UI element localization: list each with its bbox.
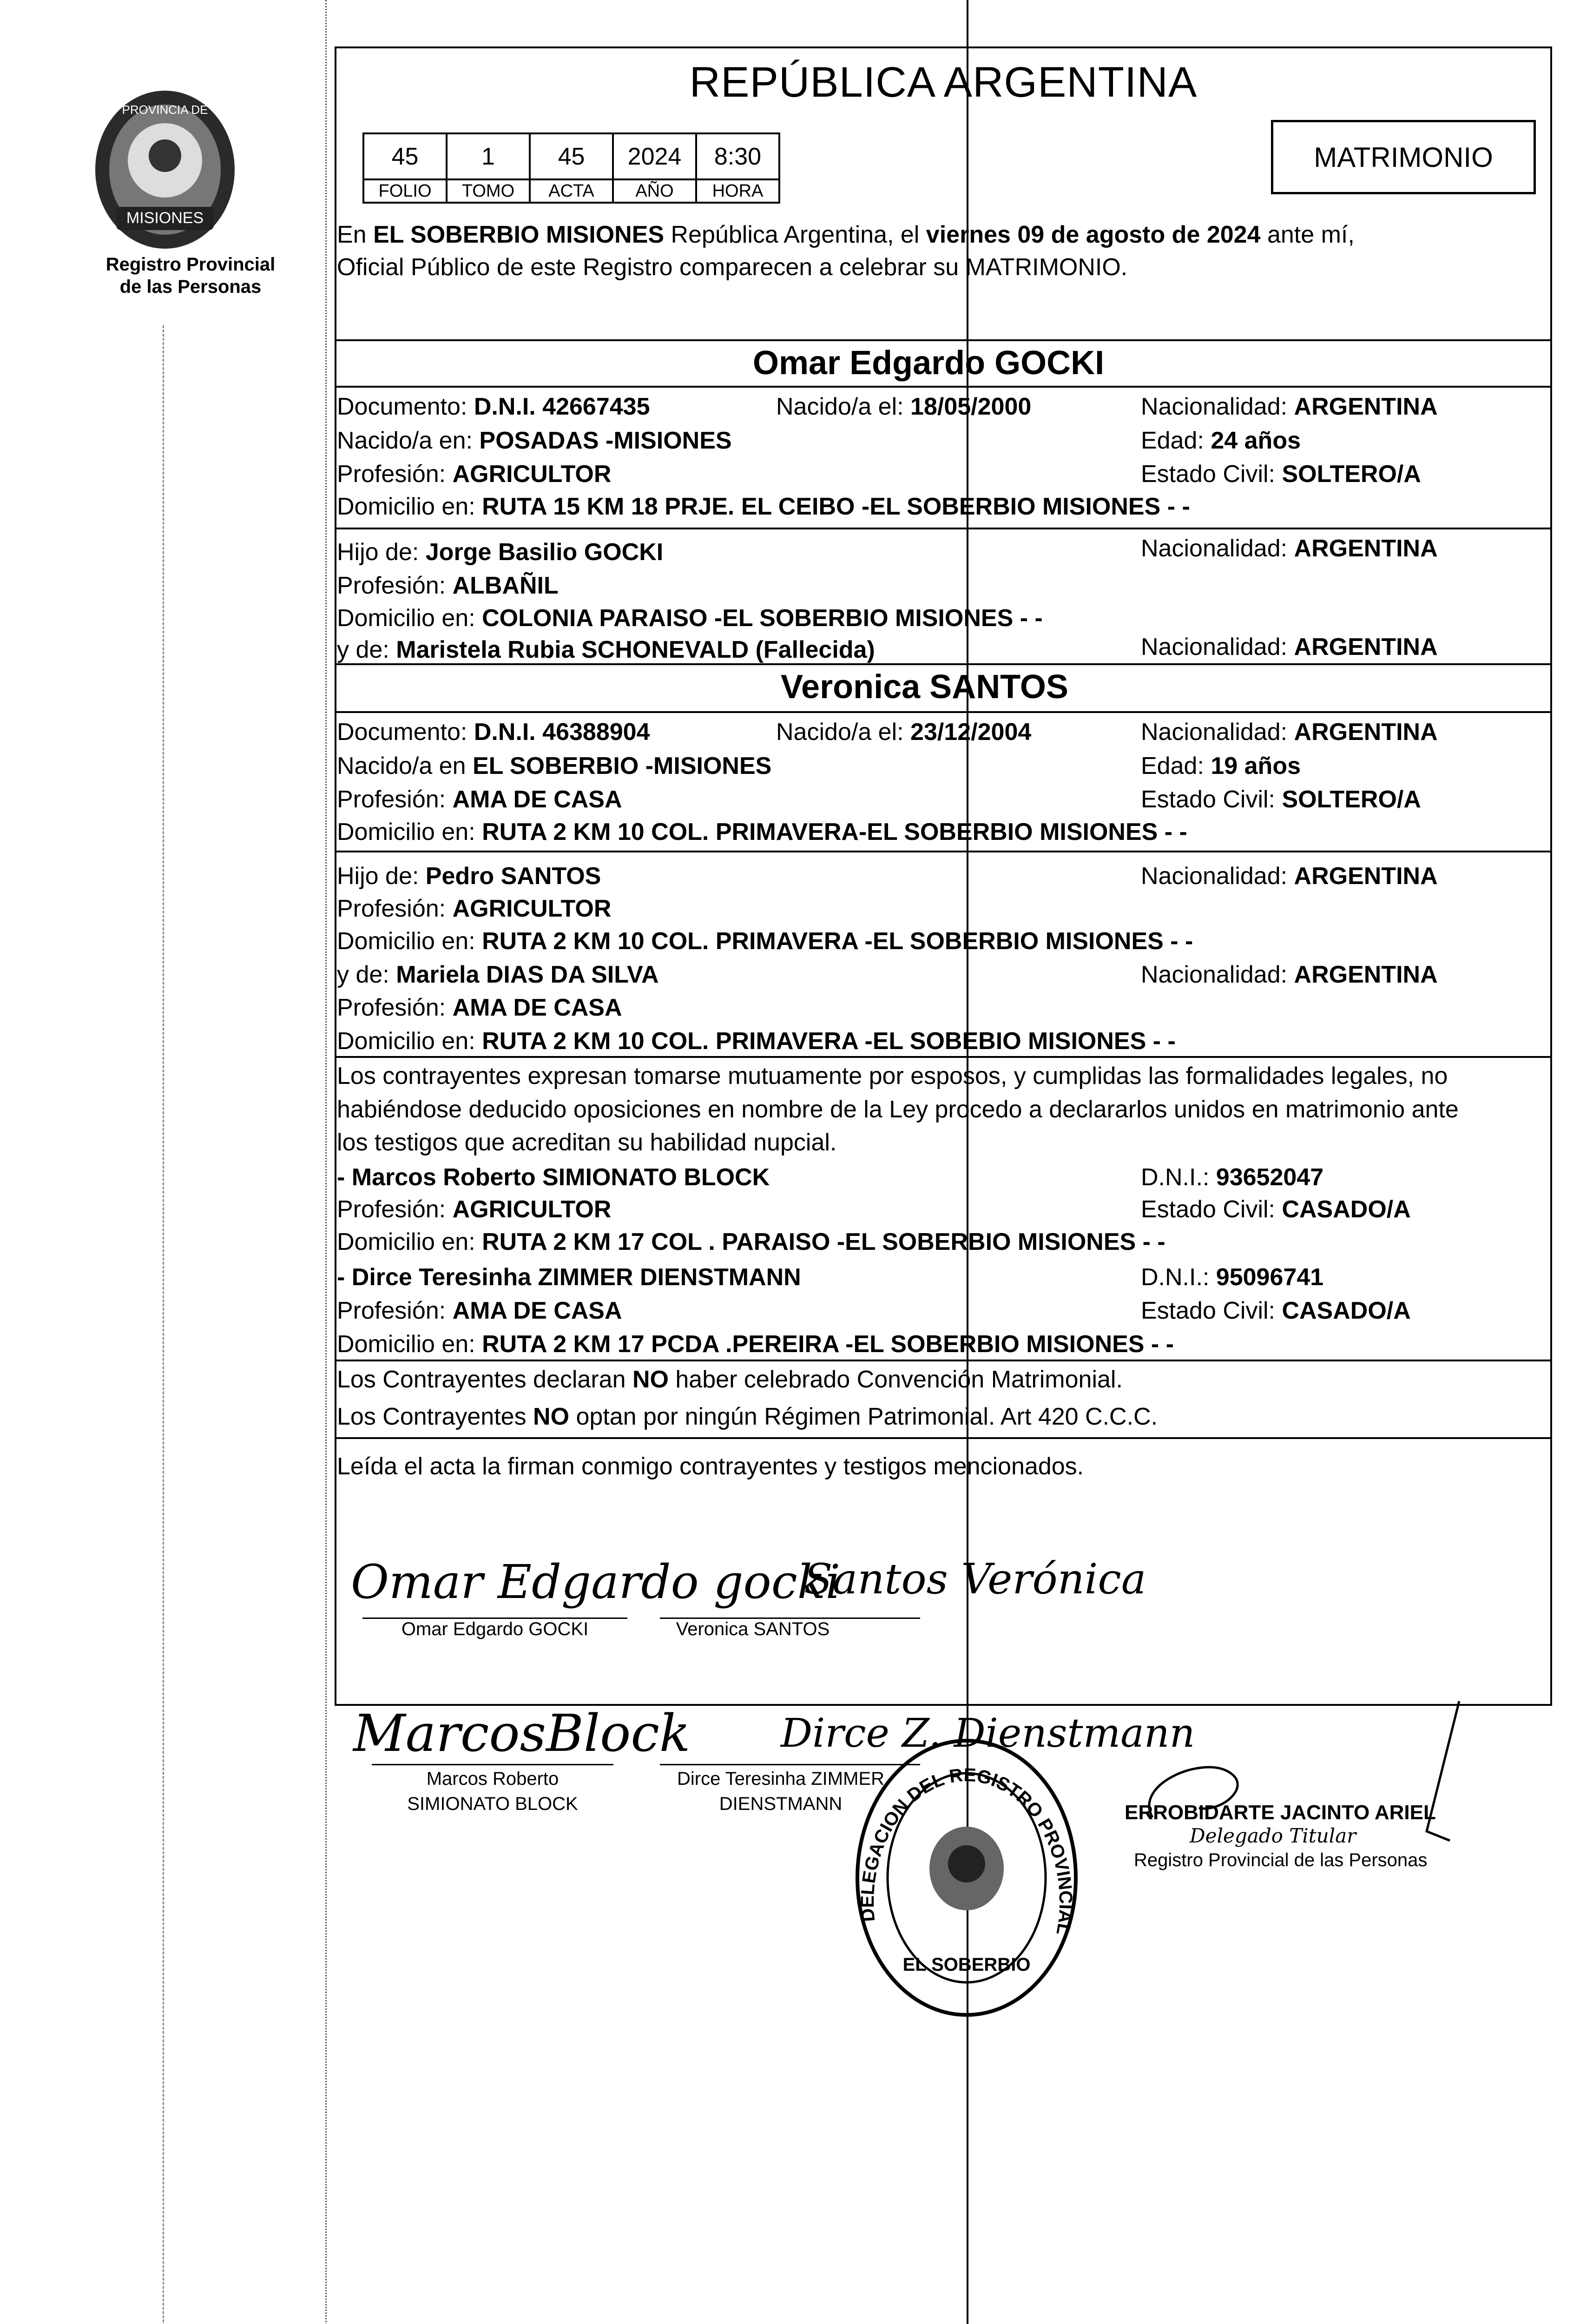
declaration-line-3: los testigos que acreditan su habilidad nupcial. xyxy=(337,1129,837,1156)
spouse2-profession: Profesión: AMA DE CASA xyxy=(337,786,622,813)
acta-value: 45 xyxy=(530,133,613,179)
divider xyxy=(335,711,1552,713)
spouse1-father: Hijo de: Jorge Basilio GOCKI xyxy=(337,539,664,566)
closing-text: Leída el acta la firman conmigo contrayentes y testigos mencionados. xyxy=(337,1453,1084,1480)
spouse2-document: Documento: D.N.I. 46388904 xyxy=(337,719,650,746)
declaration-line-1: Los contrayentes expresan tomarse mutuamente por esposos, y cumplidas las formalidades legales, no xyxy=(337,1063,1448,1089)
svg-text:MISIONES: MISIONES xyxy=(126,209,204,227)
divider xyxy=(335,663,1552,665)
folio-value: 45 xyxy=(363,133,447,179)
intro-line-1: En EL SOBERBIO MISIONES República Argentina, el viernes 09 de agosto de 2024 ante mí, xyxy=(337,221,1355,248)
witness1-civil-status: Estado Civil: CASADO/A xyxy=(1141,1196,1411,1223)
spouse1-civil-status: Estado Civil: SOLTERO/A xyxy=(1141,461,1421,488)
hora-value: 8:30 xyxy=(696,133,779,179)
signature-witness1: MarcosBlock xyxy=(353,1703,691,1763)
witness1-profession: Profesión: AGRICULTOR xyxy=(337,1196,612,1223)
spouse1-birthdate: Nacido/a el: 18/05/2000 xyxy=(776,393,1032,420)
spouse2-age: Edad: 19 años xyxy=(1141,753,1301,779)
divider xyxy=(335,851,1552,852)
registry-line-2: de las Personas xyxy=(119,277,262,297)
signature-witness2: Dirce Z. Dienstmann xyxy=(781,1710,1195,1756)
hora-label: HORA xyxy=(696,179,779,203)
witness1-address: Domicilio en: RUTA 2 KM 17 COL . PARAISO -EL SOBERBIO MISIONES - - xyxy=(337,1228,1165,1255)
signature-spouse1: Omar Edgardo gocki xyxy=(351,1555,841,1609)
tomo-value: 1 xyxy=(447,133,530,179)
spouse1-name: Omar Edgardo GOCKI xyxy=(753,344,1105,382)
spouse2-father-nationality: Nacionalidad: ARGENTINA xyxy=(1141,863,1438,890)
signature-label-spouse1: Omar Edgardo GOCKI xyxy=(401,1619,589,1639)
witness2-address: Domicilio en: RUTA 2 KM 17 PCDA .PEREIRA -EL SOBERBIO MISIONES - - xyxy=(337,1331,1174,1358)
officer-org: Registro Provincial de las Personas xyxy=(1134,1850,1428,1870)
signature-label-witness1: Marcos Roberto SIMIONATO BLOCK xyxy=(407,1769,578,1814)
witness2-profession: Profesión: AMA DE CASA xyxy=(337,1297,622,1324)
convention-line-1: Los Contrayentes declaran NO haber celebrado Convención Matrimonial. xyxy=(337,1366,1123,1393)
svg-text:EL SOBERBIO: EL SOBERBIO xyxy=(902,1954,1031,1975)
anio-value: 2024 xyxy=(613,133,696,179)
country-title: REPÚBLICA ARGENTINA xyxy=(689,59,1198,106)
intro-line-2: Oficial Público de este Registro comparecen a celebrar su MATRIMONIO. xyxy=(337,254,1128,281)
witness2-civil-status: Estado Civil: CASADO/A xyxy=(1141,1297,1411,1324)
declaration-line-2: habiéndose deducido oposiciones en nombre de la Ley procedo a declararlos unidos en matrimonio ante xyxy=(337,1096,1459,1123)
spouse2-father-profession: Profesión: AGRICULTOR xyxy=(337,895,612,922)
left-dashed-line xyxy=(163,325,164,2324)
registry-line-1: Registro Provincial xyxy=(105,254,276,275)
divider xyxy=(335,1056,1552,1058)
act-number-table xyxy=(362,132,780,204)
spouse1-document: Documento: D.N.I. 42667435 xyxy=(337,393,650,420)
spouse2-father: Hijo de: Pedro SANTOS xyxy=(337,863,601,890)
convention-line-2: Los Contrayentes NO optan por ningún Régimen Patrimonial. Art 420 C.C.C. xyxy=(337,1403,1158,1430)
spouse1-mother-nationality: Nacionalidad: ARGENTINA xyxy=(1141,634,1438,660)
witness2-name: - Dirce Teresinha ZIMMER DIENSTMANN xyxy=(337,1264,801,1291)
divider xyxy=(335,528,1552,529)
spouse1-age: Edad: 24 años xyxy=(1141,427,1301,454)
spouse2-mother-nationality: Nacionalidad: ARGENTINA xyxy=(1141,961,1438,988)
spouse1-address: Domicilio en: RUTA 15 KM 18 PRJE. EL CEIBO -EL SOBERBIO MISIONES - - xyxy=(337,493,1190,520)
spouse2-address: Domicilio en: RUTA 2 KM 10 COL. PRIMAVERA-EL SOBERBIO MISIONES - - xyxy=(337,819,1187,845)
spouse1-mother: y de: Maristela Rubia SCHONEVALD (Fallecida) xyxy=(337,636,875,663)
signature-spouse2: Santos Verónica xyxy=(804,1555,1146,1604)
signature-label-witness2: Dirce Teresinha ZIMMER DIENSTMANN xyxy=(677,1769,885,1814)
officer-name: ERROBIDARTE JACINTO ARIEL xyxy=(1125,1801,1436,1824)
witness1-name: - Marcos Roberto SIMIONATO BLOCK xyxy=(337,1164,770,1191)
witness1-dni: D.N.I.: 93652047 xyxy=(1141,1164,1324,1191)
spouse2-nationality: Nacionalidad: ARGENTINA xyxy=(1141,719,1438,746)
anio-label: AÑO xyxy=(613,179,696,203)
spouse1-nationality: Nacionalidad: ARGENTINA xyxy=(1141,393,1438,420)
svg-text:DELEGACION DEL REGISTRO PROVIN: DELEGACION DEL REGISTRO PROVINCIAL xyxy=(857,1764,1076,1936)
spouse2-name: Veronica SANTOS xyxy=(781,668,1068,706)
spouse1-birthplace: Nacido/a en: POSADAS -MISIONES xyxy=(337,427,732,454)
act-type-box: MATRIMONIO xyxy=(1271,120,1536,194)
spouse2-mother-profession: Profesión: AMA DE CASA xyxy=(337,994,622,1021)
divider xyxy=(335,1437,1552,1439)
spouse2-father-address: Domicilio en: RUTA 2 KM 10 COL. PRIMAVERA -EL SOBERBIO MISIONES - - xyxy=(337,928,1193,955)
acta-label: ACTA xyxy=(530,179,613,203)
spouse2-mother-address: Domicilio en: RUTA 2 KM 10 COL. PRIMAVERA -EL SOBEBIO MISIONES - - xyxy=(337,1028,1176,1055)
divider xyxy=(335,386,1552,388)
signature-label-spouse2: Veronica SANTOS xyxy=(676,1619,830,1639)
spouse1-profession: Profesión: AGRICULTOR xyxy=(337,461,612,488)
spouse1-father-address: Domicilio en: COLONIA PARAISO -EL SOBERBIO MISIONES - - xyxy=(337,605,1043,632)
signature-line xyxy=(372,1764,613,1765)
divider xyxy=(335,339,1552,341)
tomo-label: TOMO xyxy=(447,179,530,203)
spouse2-mother: y de: Mariela DIAS DA SILVA xyxy=(337,961,659,988)
officer-title: Delegado Titular xyxy=(1190,1824,1356,1847)
spouse1-father-profession: Profesión: ALBAÑIL xyxy=(337,572,559,599)
divider xyxy=(335,1360,1552,1361)
folio-label: FOLIO xyxy=(363,179,447,203)
spouse2-birthdate: Nacido/a el: 23/12/2004 xyxy=(776,719,1032,746)
svg-text:PROVINCIA DE: PROVINCIA DE xyxy=(122,103,208,117)
witness2-dni: D.N.I.: 95096741 xyxy=(1141,1264,1324,1291)
margin-dotted-line xyxy=(325,0,327,2324)
registry-caption xyxy=(93,253,288,298)
spouse2-civil-status: Estado Civil: SOLTERO/A xyxy=(1141,786,1421,813)
spouse2-birthplace: Nacido/a en EL SOBERBIO -MISIONES xyxy=(337,753,772,779)
official-stamp xyxy=(850,1734,1083,2022)
spouse1-father-nationality: Nacionalidad: ARGENTINA xyxy=(1141,535,1438,562)
